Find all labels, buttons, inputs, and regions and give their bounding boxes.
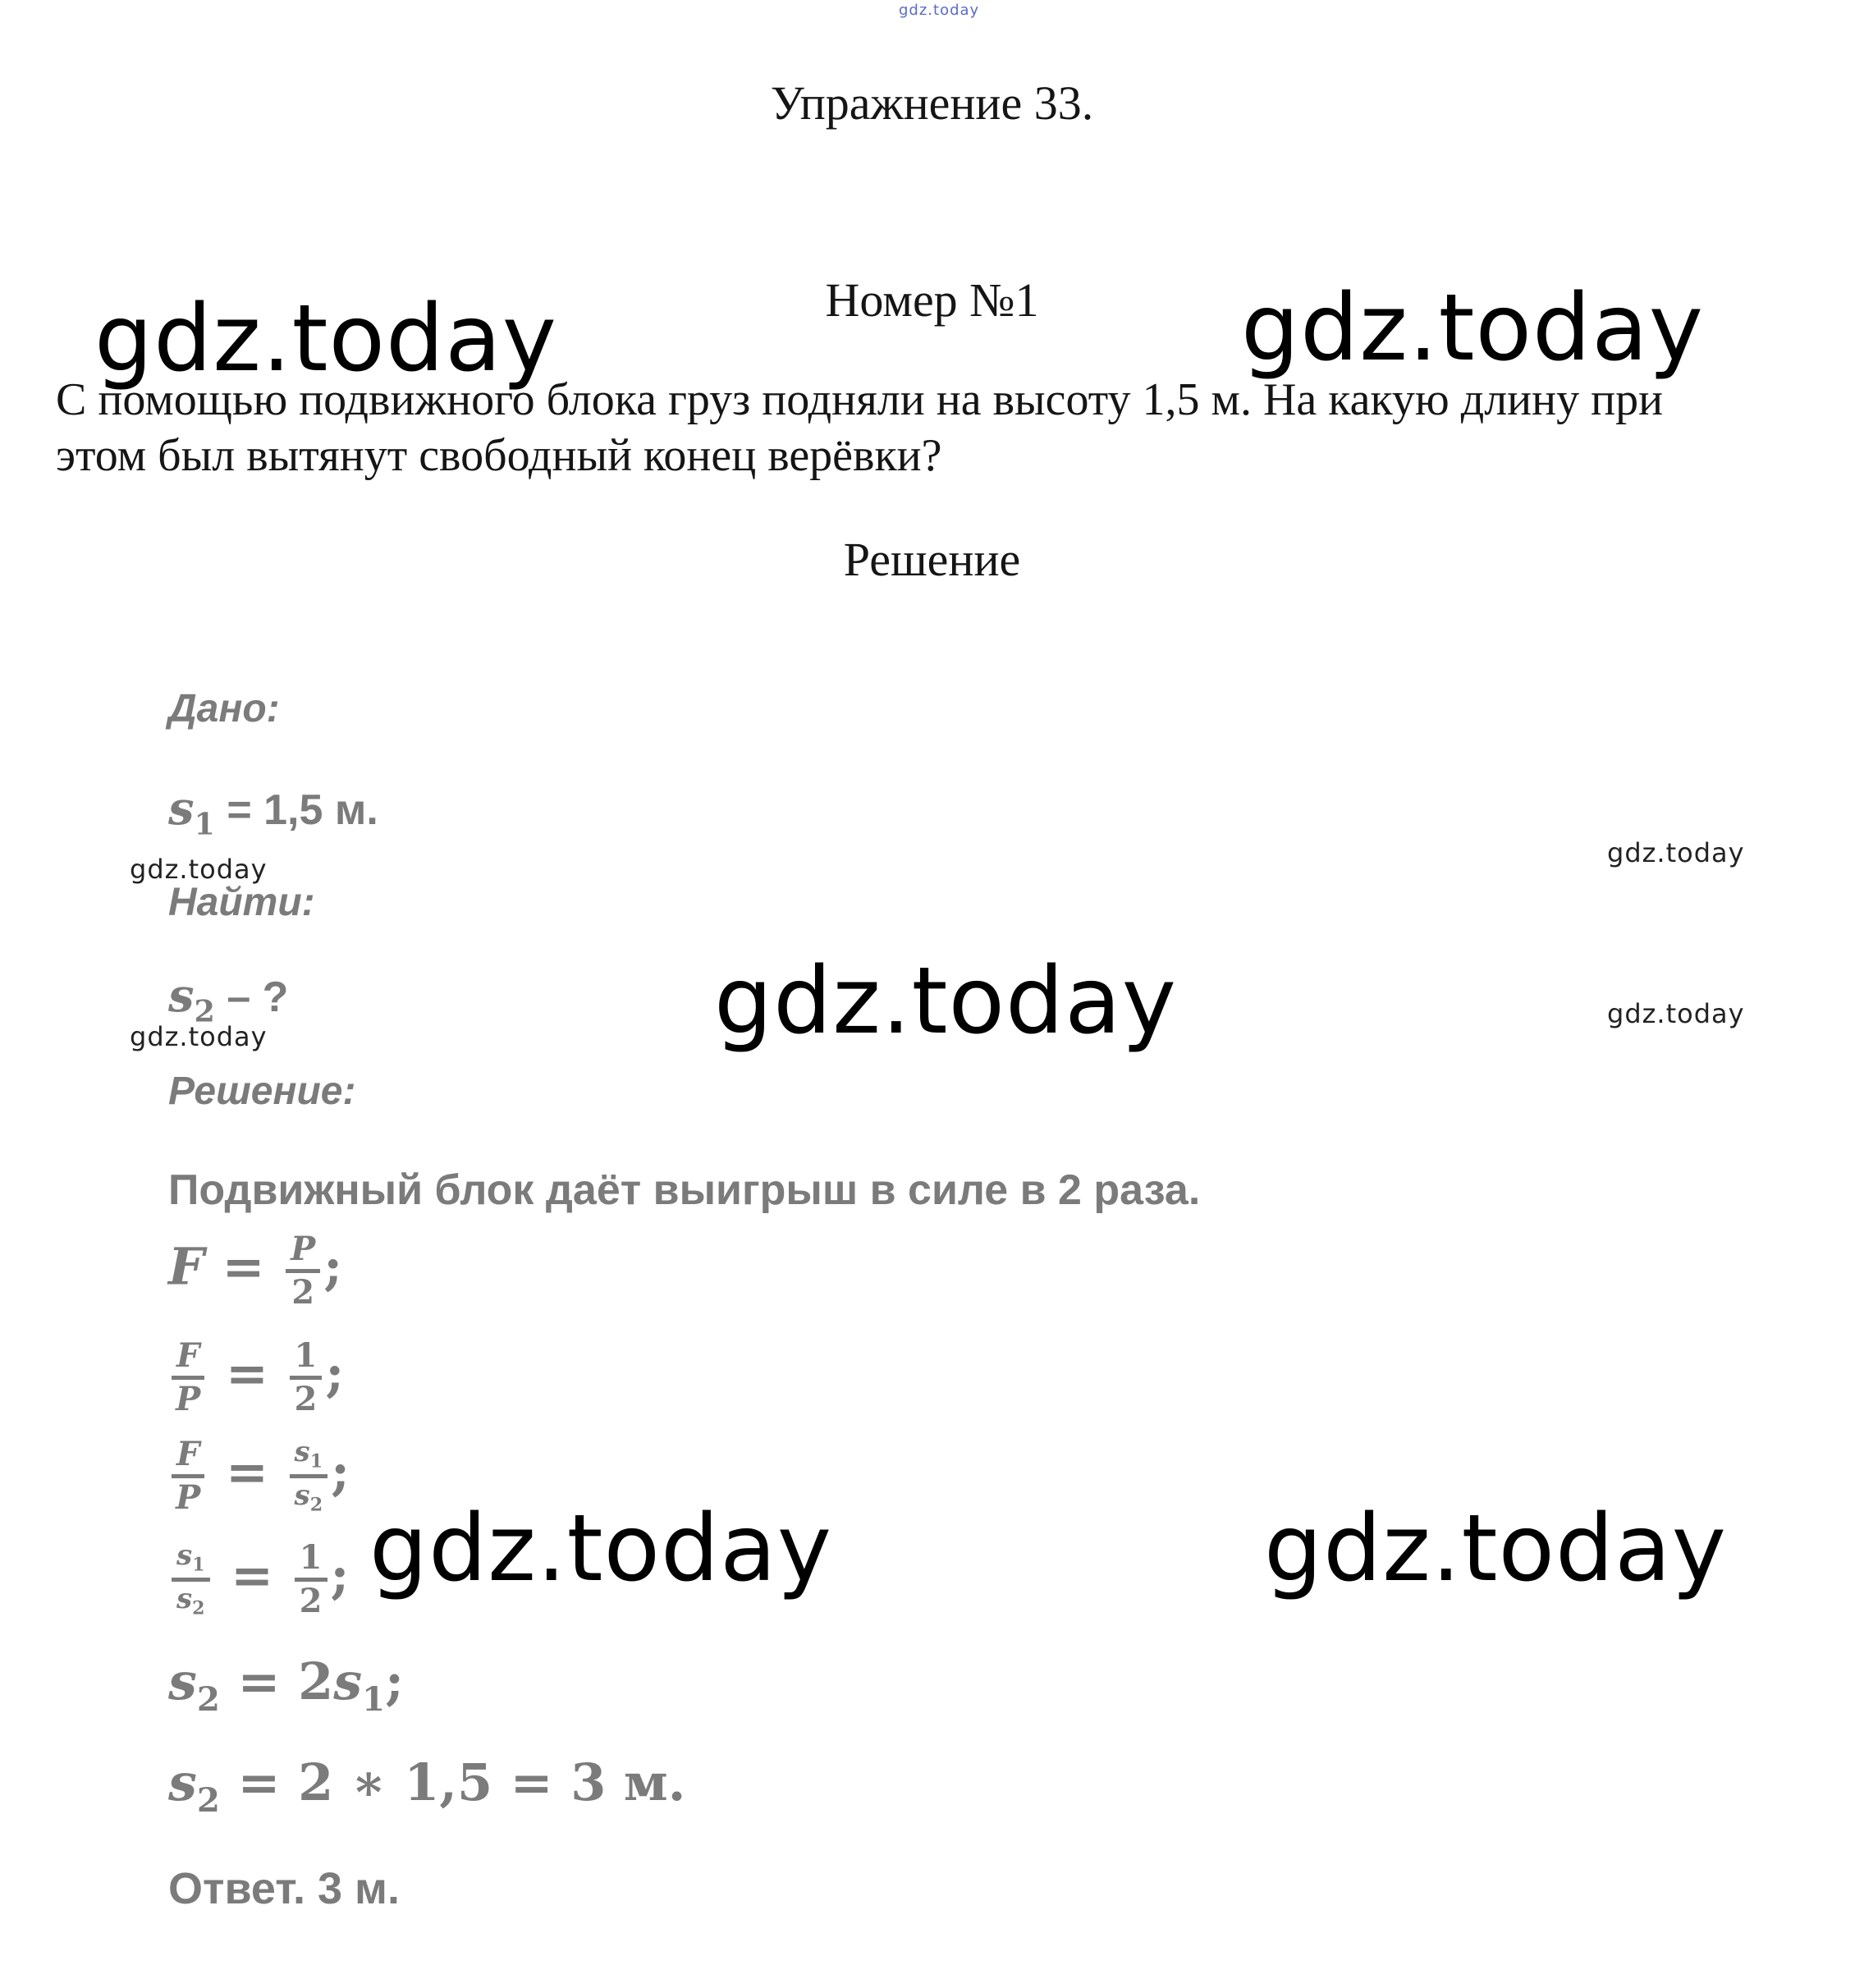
problem-line-1: С помощью подвижного блока груз подняли на высоту 1,5 м. На какую длину при xyxy=(56,374,1664,425)
equation-1: F = $\frac{P}{2}$ ; xyxy=(168,1230,343,1312)
result-value: = 2 ∗ 1,5 = 3 м. xyxy=(237,1752,686,1812)
equation-4: $\frac{s_1}{s_2}$ = $\frac{1}{2}$ ; xyxy=(168,1541,349,1618)
watermark-large: gdz.today xyxy=(369,1496,833,1602)
fraction: $\frac{s_1}{s_2}$ xyxy=(290,1438,328,1514)
watermark-large: gdz.today xyxy=(1264,1496,1728,1602)
solution-heading: Решение xyxy=(843,533,1021,586)
find-value: – ? xyxy=(227,973,289,1021)
s1-symbol: $s_1$ xyxy=(168,781,215,842)
page-title: Упражнение 33. xyxy=(770,76,1094,130)
solution-statement: Подвижный блок даёт выигрыш в силе в 2 раза. xyxy=(168,1166,1201,1214)
equation-2: $\frac{F}{P}$ = $\frac{1}{2}$ ; xyxy=(168,1340,344,1416)
watermark-small: gdz.today xyxy=(1607,998,1745,1029)
fraction: $\frac{P}{2}$ xyxy=(286,1233,320,1309)
fraction: $\frac{1}{2}$ xyxy=(290,1340,323,1416)
equation-5: $s_2 = 2s_1$; xyxy=(168,1651,405,1720)
s2-symbol: $s_2$ xyxy=(168,969,215,1029)
equation-3: $\frac{F}{P}$ = $\frac{s_1}{s_2}$ ; xyxy=(168,1438,350,1514)
given-equation xyxy=(168,781,378,842)
problem-line-2: этом был вытянут свободный конец верёвки? xyxy=(56,430,942,481)
given-value: = 1,5 м. xyxy=(227,786,378,834)
answer: Ответ. 3 м. xyxy=(168,1864,400,1913)
watermark-top: gdz.today xyxy=(899,2,980,19)
watermark-small: gdz.today xyxy=(1607,837,1745,868)
find-equation xyxy=(168,969,288,1029)
fraction: $\frac{F}{P}$ xyxy=(172,1340,204,1416)
find-label: Найти: xyxy=(168,881,315,924)
fraction: $\frac{1}{2}$ xyxy=(295,1541,327,1618)
watermark-large: gdz.today xyxy=(94,286,558,392)
watermark-large: gdz.today xyxy=(714,948,1178,1055)
equation-6: $s_2 = 2$ ∗ 1,5 = 3 м. xyxy=(168,1752,686,1821)
watermark-large: gdz.today xyxy=(1241,275,1705,382)
solution-label: Решение: xyxy=(168,1070,356,1113)
fraction: $\frac{F}{P}$ xyxy=(172,1438,204,1514)
fraction: $\frac{s_1}{s_2}$ xyxy=(172,1541,210,1618)
watermark-small: gdz.today xyxy=(130,854,268,885)
exercise-number: Номер №1 xyxy=(825,273,1039,327)
watermark-small: gdz.today xyxy=(130,1021,268,1052)
given-label: Дано: xyxy=(168,687,280,731)
